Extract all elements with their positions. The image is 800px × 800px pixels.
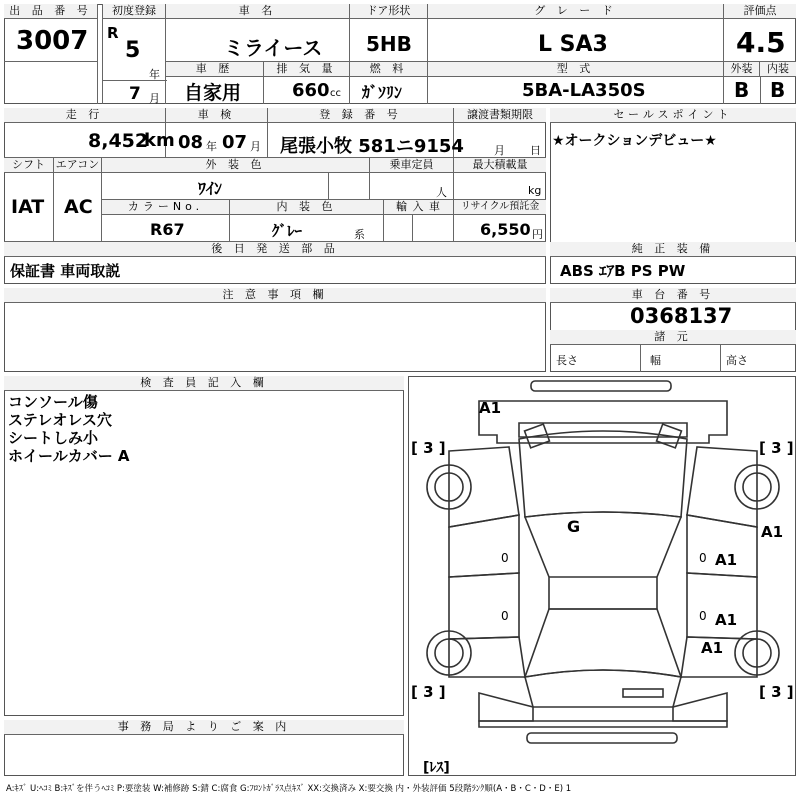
- lot-no-blank: [4, 62, 98, 104]
- height-label: 高さ: [726, 354, 748, 367]
- mark-center: G: [567, 517, 581, 536]
- fuel: ｶﾞｿﾘﾝ: [362, 83, 403, 102]
- reg-month-unit: 月: [149, 92, 160, 105]
- insp-month-unit: 月: [250, 140, 261, 153]
- mark-front-left-top: A1: [479, 399, 502, 417]
- load-cell: [454, 158, 546, 200]
- model-cell: [428, 62, 724, 104]
- notes-label: 注 意 事 項 欄: [4, 288, 546, 303]
- mileage: 8,452: [88, 130, 149, 152]
- reg-no: 尾張小牧 581ニ9154: [280, 136, 464, 157]
- recycle-unit: 円: [532, 228, 543, 241]
- first-reg-cell: [102, 4, 166, 104]
- tire-fl-score: [ 3 ]: [411, 439, 446, 457]
- int-color-unit: 系: [354, 228, 365, 241]
- int-label: 内装: [760, 62, 796, 77]
- inspector-line: シートしみ小: [8, 429, 99, 447]
- first-reg-label: 初度登録: [103, 4, 165, 19]
- mileage-label: 走 行: [4, 108, 165, 123]
- equipment-label: 純 正 装 備: [550, 242, 796, 257]
- mileage-cell: [4, 108, 175, 158]
- spare-tire: [ﾚｽ]: [423, 760, 450, 776]
- model-label: 型 式: [428, 62, 723, 77]
- transfer-cell: [454, 108, 546, 158]
- transfer-day-unit: 日: [530, 144, 541, 157]
- car-name-label: 車 名: [166, 4, 349, 19]
- ext-color: ﾜｲﾝ: [198, 179, 223, 198]
- insp-year-unit: 年: [206, 140, 217, 153]
- model: 5BA-LA350S: [522, 80, 646, 101]
- inspector-line: コンソール傷: [8, 393, 98, 411]
- reg-no-label: 登 録 番 号: [268, 108, 453, 123]
- recycle-cell: [454, 200, 546, 242]
- score: 4.5: [736, 26, 786, 59]
- history-cell: [166, 62, 264, 104]
- mark-right-rear-door: A1: [761, 523, 784, 541]
- door-label: ドア形状: [350, 4, 427, 19]
- reg-year: 5: [125, 38, 141, 63]
- legend: A:ｷｽﾞ U:ﾍｺﾐ B:ｷｽﾞを伴うﾍｺﾐ P:要塗装 W:補修跡 S:錆 C:腐食 G:ﾌﾛﾝﾄｶﾞﾗｽ点ｷｽﾞ XX:交換済み X:要交換 内・外装評価 5段階ﾗﾝｸ順(A・B・C・D・E) 1: [6, 784, 572, 794]
- car-outline: [409, 377, 797, 777]
- inspector-label: 検 査 員 記 入 欄: [4, 376, 404, 391]
- mileage-unit: km: [144, 130, 175, 151]
- zero-mark: 0: [501, 609, 509, 623]
- inspector-line: ステレオレス穴: [8, 411, 112, 429]
- displacement-unit: cc: [330, 88, 341, 99]
- zero-mark: 0: [501, 551, 509, 565]
- int-score: B: [770, 78, 786, 102]
- color-no: R67: [150, 220, 185, 239]
- door-cell: [350, 4, 428, 62]
- car-diagram: [408, 376, 796, 776]
- fuel-cell: [350, 62, 428, 104]
- lot-no-cell: [4, 4, 98, 62]
- tire-rr-score: [ 3 ]: [759, 683, 794, 701]
- int-color-cell: [230, 200, 384, 242]
- grade-cell: [428, 4, 724, 62]
- shift-label: シフト: [4, 158, 53, 173]
- reg-year-unit: 年: [149, 68, 160, 81]
- inspector-notes: [8, 393, 398, 465]
- later-parts: 保証書 車両取説: [10, 262, 121, 280]
- history-label: 車 歴: [166, 62, 263, 77]
- car-name-cell: [166, 4, 350, 62]
- ac: AC: [64, 196, 93, 218]
- ext-color-cell: [102, 158, 370, 200]
- shift-cell: [4, 158, 54, 242]
- inspection-label: 車 検: [166, 108, 267, 123]
- insp-year: 08: [178, 132, 204, 153]
- color-no-label: カラーNo.: [102, 200, 229, 215]
- chassis-label: 車 台 番 号: [550, 288, 796, 303]
- width-label: 幅: [650, 354, 661, 367]
- insp-month: 07: [222, 132, 248, 153]
- int-color: ｸﾞﾚｰ: [272, 222, 303, 240]
- displacement: 660: [292, 80, 330, 101]
- office-label: 事 務 局 よ り ご 案 内: [4, 720, 404, 735]
- ac-cell: [54, 158, 102, 242]
- grade: L SA3: [538, 32, 608, 57]
- later-parts-label: 後 日 発 送 部 品: [4, 242, 546, 257]
- ext-score: B: [734, 78, 750, 102]
- transfer-label: 譲渡書類期限: [454, 108, 546, 123]
- shift: IAT: [11, 196, 45, 218]
- fuel-label: 燃 料: [350, 62, 427, 77]
- int-color-label: 内 装 色: [230, 200, 383, 215]
- lot-no-label: 出 品 番 号: [4, 4, 97, 19]
- lot-no: 3007: [16, 26, 89, 56]
- displacement-label: 排 気 量: [264, 62, 349, 77]
- later-parts-cell: [4, 242, 546, 284]
- tire-fr-score: [ 3 ]: [759, 439, 794, 457]
- dims-label: 諸 元: [550, 330, 796, 345]
- score-label: 評価点: [724, 4, 796, 19]
- displacement-cell: [264, 62, 350, 104]
- car-name: ミライース: [224, 36, 323, 60]
- inspection-cell: [166, 108, 268, 158]
- capacity-label: 乗車定員: [370, 158, 453, 173]
- mark-right-rear: A1: [701, 639, 724, 657]
- mark-right-door-2: A1: [715, 611, 738, 629]
- import-cell: [384, 200, 454, 242]
- ext-int-cell: [724, 62, 796, 104]
- load-label: 最大積載量: [454, 158, 546, 173]
- reg-no-cell: [268, 108, 464, 158]
- import-label: 輸 入 車: [384, 200, 453, 215]
- ac-label: エアコン: [55, 158, 100, 171]
- grade-label: グ レ ー ド: [428, 4, 723, 19]
- capacity-cell: [370, 158, 454, 200]
- tire-rl-score: [ 3 ]: [411, 683, 446, 701]
- transfer-month-unit: 月: [494, 144, 505, 157]
- load-unit: kg: [528, 184, 542, 197]
- mark-right-door-1: A1: [715, 551, 738, 569]
- capacity-unit: 人: [436, 186, 447, 199]
- reg-month: 7: [129, 84, 141, 104]
- ext-label: 外装: [724, 62, 760, 77]
- era: R: [107, 24, 119, 42]
- sales-point-label: セールスポイント: [550, 108, 796, 123]
- score-cell: [724, 4, 796, 62]
- history: 自家用: [184, 82, 242, 104]
- zero-mark: 0: [699, 551, 707, 565]
- door: 5HB: [366, 32, 412, 56]
- zero-mark: 0: [699, 609, 707, 623]
- recycle-label: リサイクル預託金: [454, 200, 546, 215]
- ext-color-label: 外 装 色: [102, 158, 369, 173]
- recycle: 6,550: [480, 220, 531, 239]
- color-no-cell: [102, 200, 230, 242]
- sales-point: ★オークションデビュー★: [552, 133, 717, 149]
- equipment: ABS ｴｱB PS PW: [560, 262, 686, 280]
- inspector-line: ホイールカバー A: [8, 447, 130, 465]
- chassis-no: 0368137: [630, 304, 733, 328]
- length-label: 長さ: [556, 354, 578, 367]
